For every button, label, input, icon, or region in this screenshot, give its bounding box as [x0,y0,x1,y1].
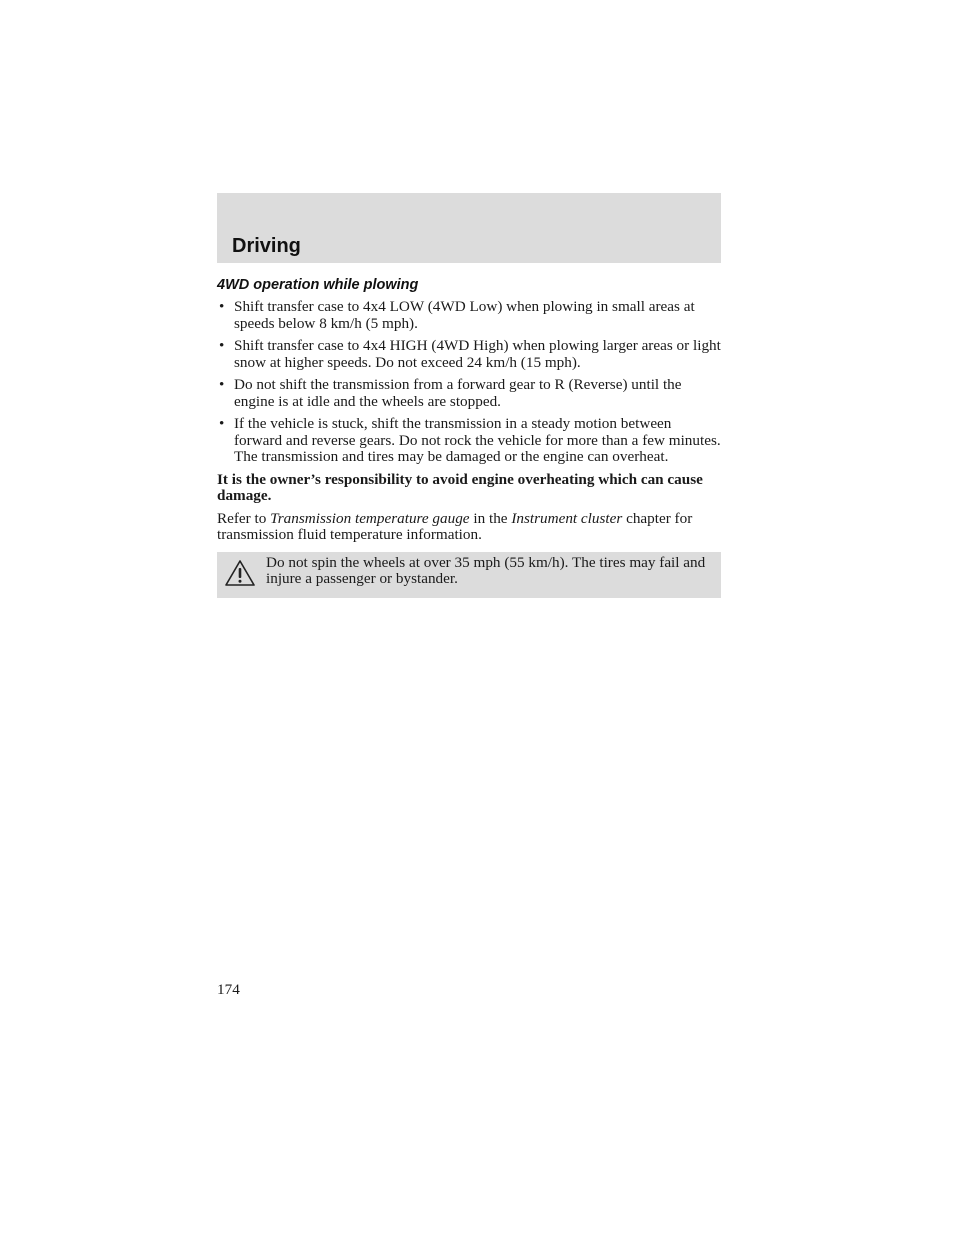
bullet-icon: • [219,415,225,432]
list-item-text: If the vehicle is stuck, shift the transmission in a steady motion between forward and reverse gears. Do not rock the vehicle for more than a few minutes. The transmission and tires may be damaged or the engine can overheat. [234,415,721,465]
bullet-icon: • [219,298,225,315]
list-item-text: Do not shift the transmission from a forward gear to R (Reverse) until the engine is at idle and the wheels are stopped. [234,376,682,410]
owner-responsibility-note: It is the owner’s responsibility to avoid engine overheating which can cause damage. [217,470,703,504]
warning-text: Do not spin the wheels at over 35 mph (55 km/h). The tires may fail and injure a passenger or bystander. [266,553,706,587]
page-content [217,276,721,598]
chapter-header-band [217,193,721,263]
list-item [217,299,721,332]
refer-paragraph [217,511,721,544]
refer-middle: in the [469,509,512,527]
refer-term-cluster: Instrument cluster [511,509,623,527]
list-item-text: Shift transfer case to 4x4 HIGH (4WD High) when plowing larger areas or light snow at higher speeds. Do not exceed 24 km/h (15 mph). [234,337,721,371]
bullet-icon: • [219,337,225,354]
list-item [217,338,721,371]
page-number: 174 [217,981,240,998]
list-item [217,377,721,410]
bullet-icon: • [219,376,225,393]
warning-triangle-icon [224,559,256,587]
section-heading: 4WD operation while plowing [217,277,419,293]
bullet-list [217,299,721,466]
list-item [217,416,721,466]
list-item-text: Shift transfer case to 4x4 LOW (4WD Low) when plowing in small areas at speeds below 8 km/h (5 mph). [234,298,695,332]
warning-box [217,552,721,598]
chapter-title: Driving [232,235,301,257]
refer-prefix: Refer to [217,509,271,527]
refer-suffix: chapter for transmission fluid temperature information. [217,509,693,543]
refer-term-gauge: Transmission temperature gauge [270,509,470,527]
